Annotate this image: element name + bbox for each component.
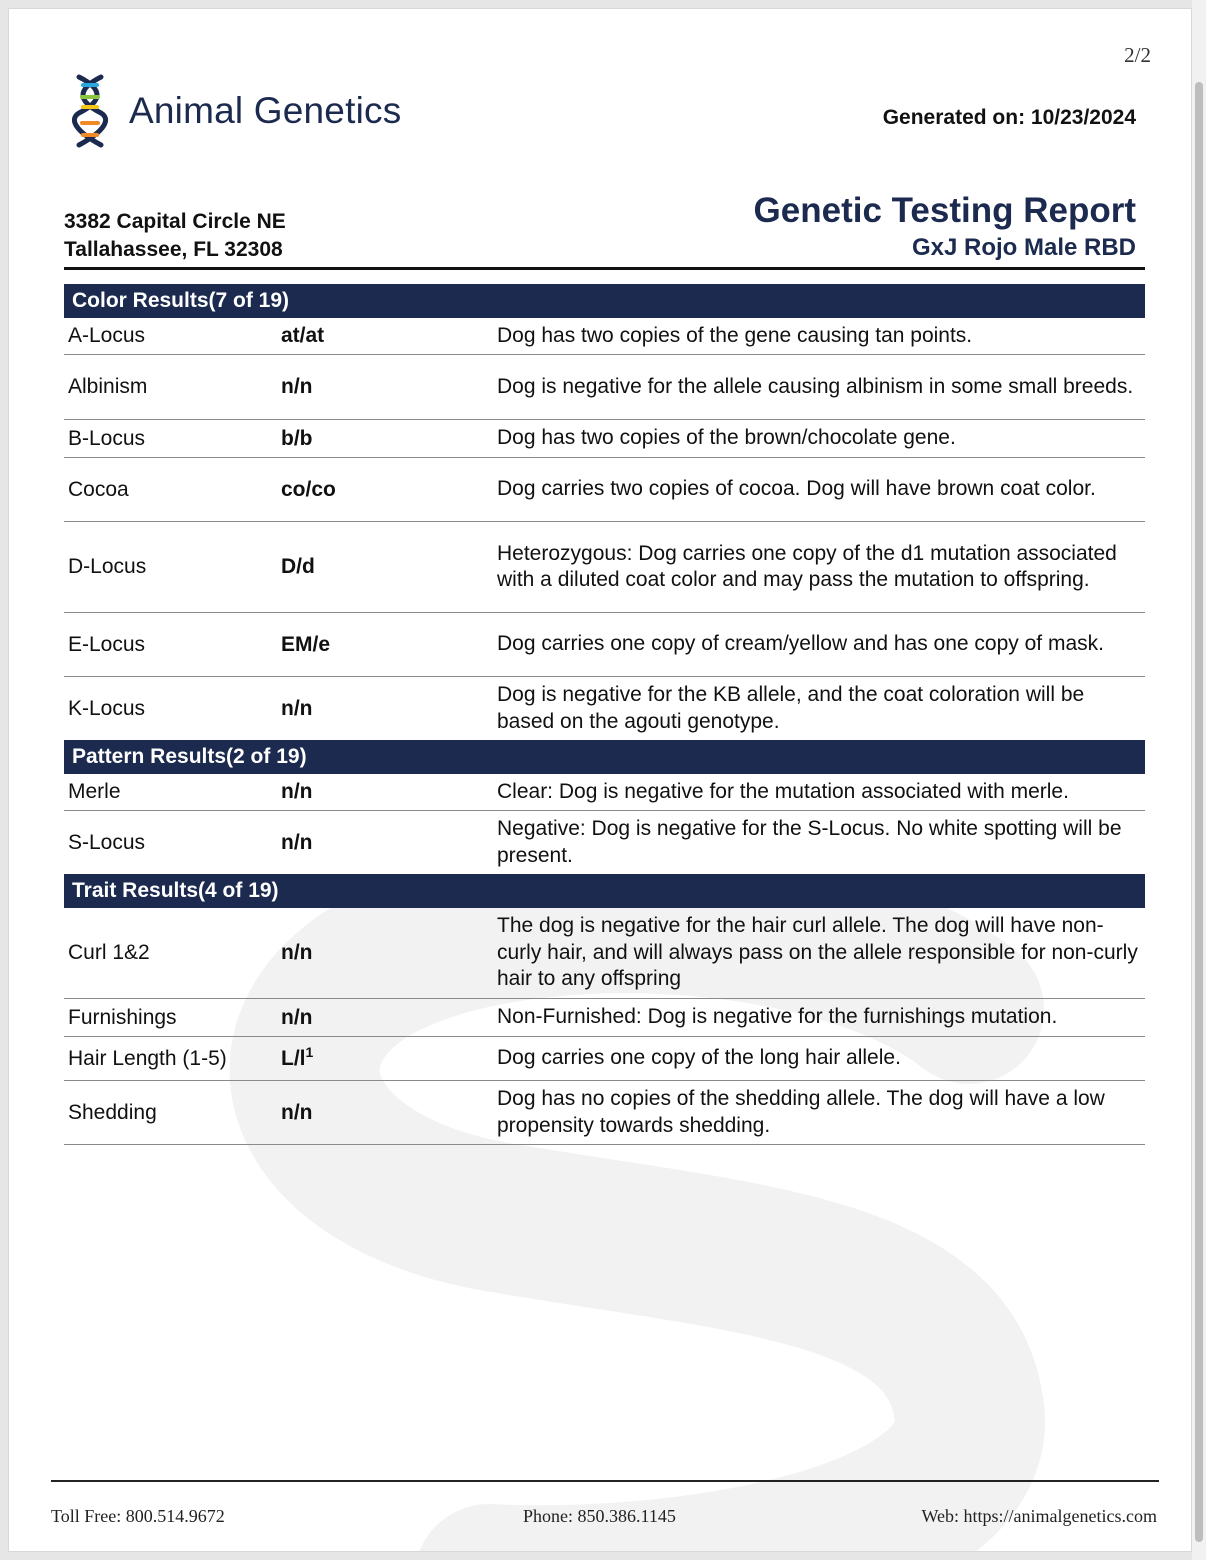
genotype: n/n [281, 1005, 313, 1029]
locus-name: Merle [68, 780, 121, 803]
table-row [64, 355, 1145, 420]
locus-name: Hair Length (1-5) [68, 1046, 227, 1070]
footer-divider [51, 1480, 1159, 1482]
result-description: Negative: Dog is negative for the S-Locus. No white spotting will be present. [497, 817, 1122, 867]
result-description: Heterozygous: Dog carries one copy of the d1 mutation associated with a diluted coat color and may pass the mutation to offspring. [497, 541, 1117, 591]
genotype: D/d [281, 555, 315, 578]
locus-name: Furnishings [68, 1005, 177, 1029]
table-row [64, 318, 1145, 355]
result-description: The dog is negative for the hair curl allele. The dog will have non-curly hair, and will always pass on the allele responsible for non-curly hair to any offspring [497, 914, 1138, 991]
generated-date: Generated on: 10/23/2024 [882, 106, 1136, 129]
results-table [64, 284, 1145, 1145]
result-description: Non-Furnished: Dog is negative for the furnishings mutation. [497, 1005, 1058, 1029]
locus-name: Albinism [68, 375, 148, 398]
table-row [64, 1037, 1145, 1081]
address-line-2: Tallahassee, FL 32308 [64, 238, 283, 261]
report-page [8, 8, 1192, 1552]
locus-name: Cocoa [68, 477, 129, 501]
footer-toll-free: Toll Free: 800.514.9672 [51, 1506, 225, 1526]
header-divider [64, 267, 1145, 270]
section-header-pattern: Pattern Results(2 of 19) [64, 740, 1145, 774]
locus-name: S-Locus [68, 830, 146, 854]
section-header-color: Color Results(7 of 19) [64, 284, 1145, 318]
page-number: 2/2 [1124, 43, 1151, 67]
locus-name: B-Locus [68, 426, 146, 450]
result-description: Dog is negative for the allele causing albinism in some small breeds. [497, 374, 1134, 398]
result-description: Dog has two copies of the gene causing tan points. [497, 323, 973, 347]
lab-address [64, 208, 286, 264]
table-row [64, 999, 1145, 1037]
table-row [64, 908, 1145, 999]
result-description: Dog carries two copies of cocoa. Dog will have brown coat color. [497, 477, 1096, 501]
result-description: Dog has two copies of the brown/chocolate gene. [497, 426, 956, 450]
footer-web-link[interactable]: Web: https://animalgenetics.com [921, 1506, 1157, 1526]
genotype: n/n [281, 1100, 313, 1124]
table-row [64, 420, 1145, 458]
footer-phone: Phone: 850.386.1145 [523, 1506, 676, 1526]
scrollbar-thumb[interactable] [1195, 82, 1203, 1542]
brand-logo [71, 71, 401, 151]
dna-helix-icon [71, 71, 111, 151]
report-title-block [754, 189, 1136, 263]
genotype: co/co [281, 477, 336, 501]
result-description: Dog has no copies of the shedding allele. The dog will have a low propensity towards shedding. [497, 1087, 1105, 1137]
table-row [64, 458, 1145, 522]
genotype: n/n [281, 941, 313, 964]
table-row [64, 613, 1145, 677]
section-header-trait: Trait Results(4 of 19) [64, 874, 1145, 908]
table-row [64, 1081, 1145, 1145]
genotype-superscript: 1 [305, 1043, 314, 1060]
genotype-value: L/l [281, 1046, 306, 1070]
genotype: EM/e [281, 632, 331, 656]
result-description: Dog carries one copy of the long hair allele. [497, 1046, 901, 1070]
report-title: Genetic Testing Report [753, 191, 1136, 230]
locus-name: A-Locus [68, 324, 146, 347]
table-row [64, 774, 1145, 811]
result-description: Clear: Dog is negative for the mutation associated with merle. [497, 779, 1069, 803]
locus-name: Curl 1&2 [68, 941, 150, 964]
genotype [281, 1043, 497, 1071]
table-row [64, 811, 1145, 874]
result-description: Dog carries one copy of cream/yellow and has one copy of mask. [497, 632, 1104, 656]
table-row [64, 677, 1145, 740]
genotype: n/n [281, 375, 313, 398]
genotype: n/n [281, 696, 313, 720]
dog-name: GxJ Rojo Male RBD [911, 234, 1136, 261]
genotype: n/n [281, 780, 313, 803]
locus-name: D-Locus [68, 555, 147, 578]
vertical-scrollbar[interactable] [1192, 0, 1206, 1560]
locus-name: K-Locus [68, 696, 146, 720]
table-row [64, 522, 1145, 613]
result-description: Dog is negative for the KB allele, and the coat coloration will be based on the agouti genotype. [497, 683, 1085, 733]
address-line-1: 3382 Capital Circle NE [64, 210, 286, 233]
locus-name: E-Locus [68, 632, 146, 656]
genotype: at/at [281, 324, 325, 347]
locus-name: Shedding [68, 1100, 157, 1124]
genotype: b/b [281, 426, 313, 450]
brand-name: Animal Genetics [129, 90, 402, 131]
genotype: n/n [281, 830, 313, 854]
